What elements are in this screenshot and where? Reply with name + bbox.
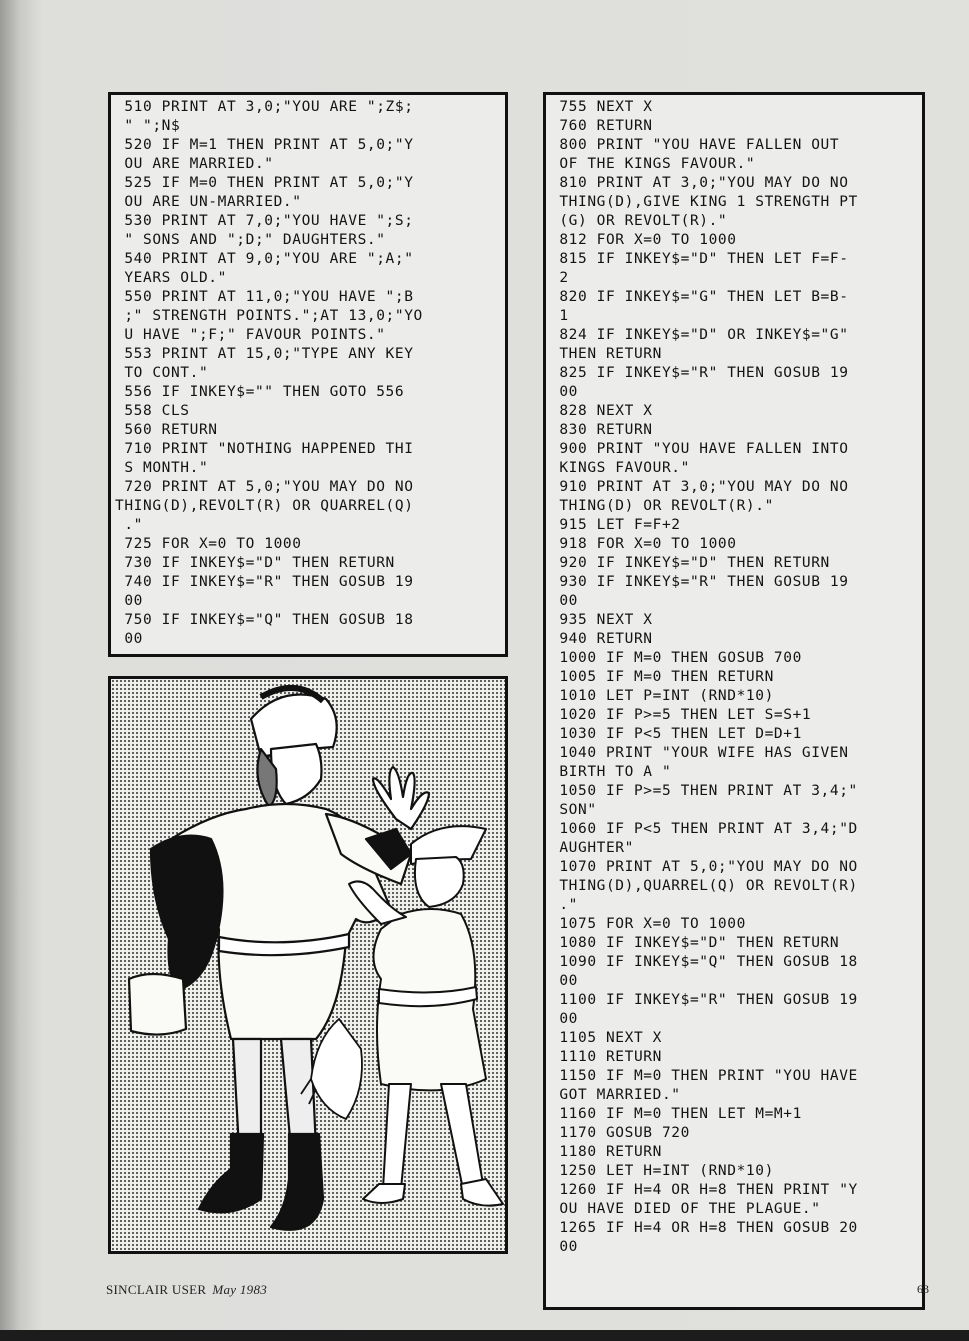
code-line: 540 PRINT AT 9,0;"YOU ARE ";A;" xyxy=(115,251,414,267)
code-line: GOT MARRIED." xyxy=(550,1087,681,1103)
code-line: THEN RETURN xyxy=(550,346,662,362)
code-line: KINGS FAVOUR." xyxy=(550,460,690,476)
code-line: 1010 LET P=INT (RND*10) xyxy=(550,688,774,704)
code-line: 1050 IF P>=5 THEN PRINT AT 3,4;" xyxy=(550,783,858,799)
page-number: 63 xyxy=(917,1282,929,1296)
code-line: 530 PRINT AT 7,0;"YOU HAVE ";S; xyxy=(115,213,414,229)
code-line: 00 xyxy=(115,593,143,609)
code-line: 1170 GOSUB 720 xyxy=(550,1125,690,1141)
code-line: TO CONT." xyxy=(115,365,209,381)
code-line: ." xyxy=(115,517,143,533)
code-line: AUGHTER" xyxy=(550,840,634,856)
code-line: 1 xyxy=(550,308,569,324)
code-line: 825 IF INKEY$="R" THEN GOSUB 19 xyxy=(550,365,849,381)
code-line: U HAVE ";F;" FAVOUR POINTS." xyxy=(115,327,386,343)
code-line: 930 IF INKEY$="R" THEN GOSUB 19 xyxy=(550,574,849,590)
code-line: 1075 FOR X=0 TO 1000 xyxy=(550,916,746,932)
code-line: 750 IF INKEY$="Q" THEN GOSUB 18 xyxy=(115,612,414,628)
illustration-drawing xyxy=(111,679,505,1251)
code-line: 710 PRINT "NOTHING HAPPENED THI xyxy=(115,441,414,457)
basic-listing-left xyxy=(108,92,508,657)
code-line: THING(D),GIVE KING 1 STRENGTH PT xyxy=(550,194,858,210)
code-line: S MONTH." xyxy=(115,460,209,476)
code-line: YEARS OLD." xyxy=(115,270,227,286)
code-line: 553 PRINT AT 15,0;"TYPE ANY KEY xyxy=(115,346,414,362)
code-line: 00 xyxy=(550,1011,578,1027)
code-line: ." xyxy=(550,897,578,913)
code-line: 760 RETURN xyxy=(550,118,653,134)
page-footer xyxy=(106,1282,267,1298)
issue-date: May 1983 xyxy=(212,1282,268,1297)
code-line: 915 LET F=F+2 xyxy=(550,517,681,533)
code-line: 2 xyxy=(550,270,569,286)
code-line: 1060 IF P<5 THEN PRINT AT 3,4;"D xyxy=(550,821,858,837)
code-line: BIRTH TO A " xyxy=(550,764,672,780)
code-line: 940 RETURN xyxy=(550,631,653,647)
code-line: 510 PRINT AT 3,0;"YOU ARE ";Z$; xyxy=(115,99,414,115)
code-line: 1000 IF M=0 THEN GOSUB 700 xyxy=(550,650,802,666)
code-line: 740 IF INKEY$="R" THEN GOSUB 19 xyxy=(115,574,414,590)
code-line: 00 xyxy=(115,631,143,647)
code-line: 824 IF INKEY$="D" OR INKEY$="G" xyxy=(550,327,849,343)
code-line: 815 IF INKEY$="D" THEN LET F=F- xyxy=(550,251,849,267)
code-line: 900 PRINT "YOU HAVE FALLEN INTO xyxy=(550,441,849,457)
code-line: 730 IF INKEY$="D" THEN RETURN xyxy=(115,555,395,571)
code-line: 1070 PRINT AT 5,0;"YOU MAY DO NO xyxy=(550,859,858,875)
code-line: 935 NEXT X xyxy=(550,612,653,628)
code-line: 560 RETURN xyxy=(115,422,218,438)
code-line: 1180 RETURN xyxy=(550,1144,662,1160)
code-line: OU ARE UN-MARRIED." xyxy=(115,194,302,210)
code-line: 1160 IF M=0 THEN LET M=M+1 xyxy=(550,1106,802,1122)
code-line: 810 PRINT AT 3,0;"YOU MAY DO NO xyxy=(550,175,849,191)
code-line: 00 xyxy=(550,384,578,400)
code-line: 1250 LET H=INT (RND*10) xyxy=(550,1163,774,1179)
code-line: 1105 NEXT X xyxy=(550,1030,662,1046)
code-line: (G) OR REVOLT(R)." xyxy=(550,213,728,229)
code-line: 558 CLS xyxy=(115,403,190,419)
code-line: 1030 IF P<5 THEN LET D=D+1 xyxy=(550,726,802,742)
medieval-illustration xyxy=(108,676,508,1254)
code-line: 520 IF M=1 THEN PRINT AT 5,0;"Y xyxy=(115,137,414,153)
code-line: OF THE KINGS FAVOUR." xyxy=(550,156,756,172)
code-line: THING(D),QUARREL(Q) OR REVOLT(R) xyxy=(550,878,858,894)
code-line: 00 xyxy=(550,973,578,989)
code-line: 1020 IF P>=5 THEN LET S=S+1 xyxy=(550,707,812,723)
code-line: THING(D),REVOLT(R) OR QUARREL(Q) xyxy=(115,498,414,514)
code-line: 1005 IF M=0 THEN RETURN xyxy=(550,669,774,685)
code-line: 755 NEXT X xyxy=(550,99,653,115)
code-line: 1040 PRINT "YOUR WIFE HAS GIVEN xyxy=(550,745,849,761)
basic-listing-right xyxy=(543,92,925,1310)
code-line: 910 PRINT AT 3,0;"YOU MAY DO NO xyxy=(550,479,849,495)
code-line: 1080 IF INKEY$="D" THEN RETURN xyxy=(550,935,840,951)
code-line: 820 IF INKEY$="G" THEN LET B=B- xyxy=(550,289,849,305)
code-line: 00 xyxy=(550,1239,578,1255)
code-line: 1100 IF INKEY$="R" THEN GOSUB 19 xyxy=(550,992,858,1008)
code-line: 1265 IF H=4 OR H=8 THEN GOSUB 20 xyxy=(550,1220,858,1236)
code-line: 920 IF INKEY$="D" THEN RETURN xyxy=(550,555,830,571)
code-line: " ";N$ xyxy=(115,118,181,134)
code-line: 830 RETURN xyxy=(550,422,653,438)
code-line: 725 FOR X=0 TO 1000 xyxy=(115,536,302,552)
code-line: 918 FOR X=0 TO 1000 xyxy=(550,536,737,552)
code-line: " SONS AND ";D;" DAUGHTERS." xyxy=(115,232,386,248)
code-line: 812 FOR X=0 TO 1000 xyxy=(550,232,737,248)
code-line: OU HAVE DIED OF THE PLAGUE." xyxy=(550,1201,821,1217)
code-line: 720 PRINT AT 5,0;"YOU MAY DO NO xyxy=(115,479,414,495)
code-line: SON" xyxy=(550,802,597,818)
code-line: ;" STRENGTH POINTS.";AT 13,0;"YO xyxy=(115,308,423,324)
code-line: 00 xyxy=(550,593,578,609)
code-line: 828 NEXT X xyxy=(550,403,653,419)
code-line: 1260 IF H=4 OR H=8 THEN PRINT "Y xyxy=(550,1182,858,1198)
code-line: THING(D) OR REVOLT(R)." xyxy=(550,498,774,514)
code-line: 1090 IF INKEY$="Q" THEN GOSUB 18 xyxy=(550,954,858,970)
code-line: 556 IF INKEY$="" THEN GOTO 556 xyxy=(115,384,405,400)
code-line: 550 PRINT AT 11,0;"YOU HAVE ";B xyxy=(115,289,414,305)
code-line: OU ARE MARRIED." xyxy=(115,156,274,172)
code-line: 800 PRINT "YOU HAVE FALLEN OUT xyxy=(550,137,840,153)
publication-name: SINCLAIR USER xyxy=(106,1282,207,1297)
scan-bottom-edge xyxy=(0,1330,969,1341)
code-line: 1110 RETURN xyxy=(550,1049,662,1065)
code-line: 1150 IF M=0 THEN PRINT "YOU HAVE xyxy=(550,1068,858,1084)
code-line: 525 IF M=0 THEN PRINT AT 5,0;"Y xyxy=(115,175,414,191)
